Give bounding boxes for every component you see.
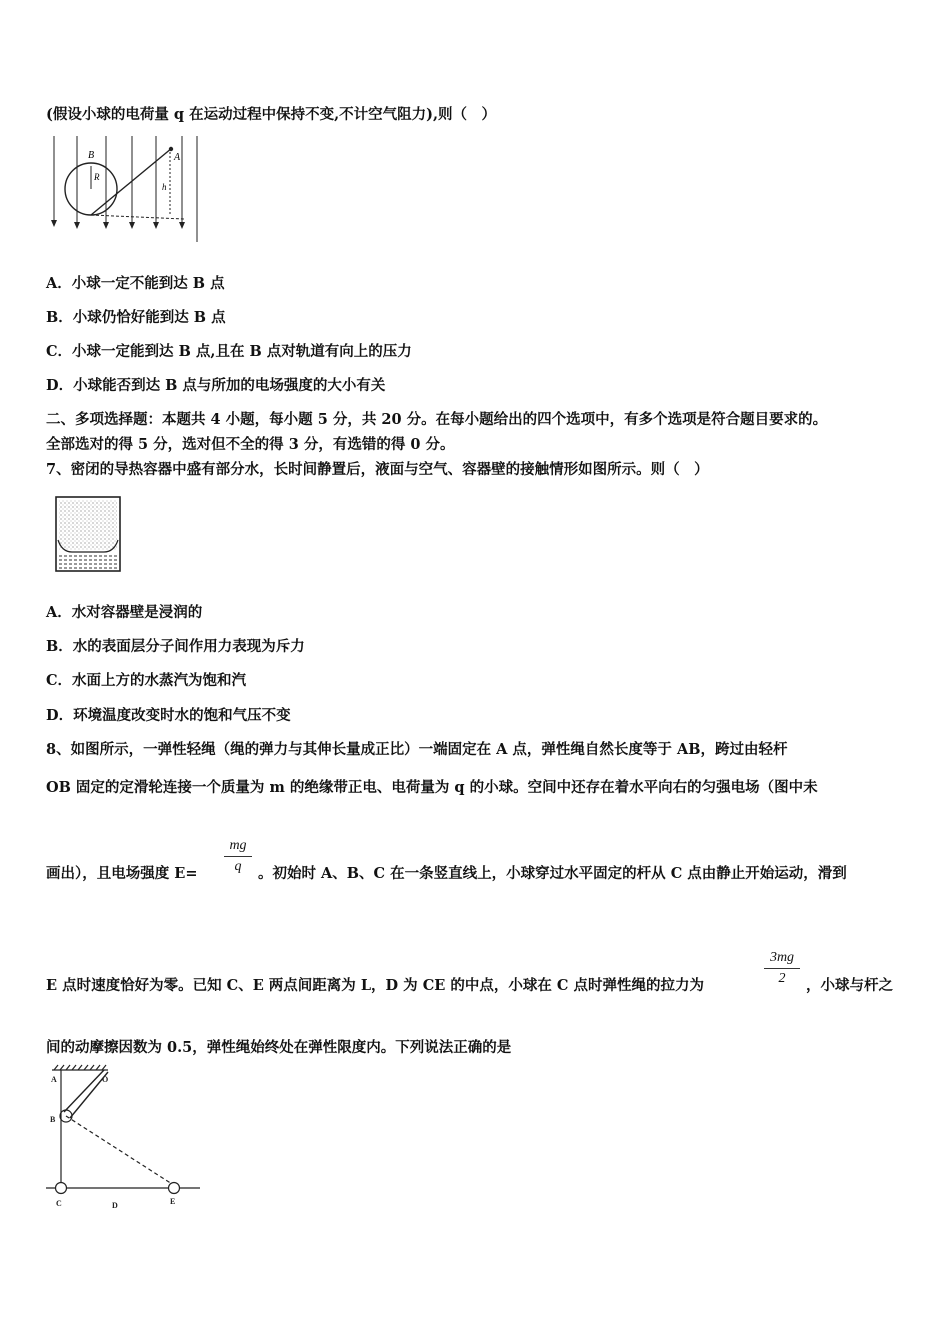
q6-fig-label-b: B [88,150,95,161]
q6-option-c: C．小球一定能到达 B 点,且在 B 点对轨道有向上的压力 [46,343,412,360]
q7-option-d: D．环境温度改变时水的饱和气压不变 [46,707,291,724]
q6-fig-label-r: R [94,172,100,182]
section2-line2: 全部选对的得 5 分，选对但不全的得 3 分，有选错的得 0 分。 [46,436,455,453]
q8-line3a: 画出），且电场强度 E= [46,865,198,882]
q7-option-a: A．水对容器壁是浸润的 [46,604,203,621]
q8-fig-label-c: C [56,1199,62,1208]
q6-fig-label-h: h [162,182,167,192]
q6-option-d: D．小球能否到达 B 点与所加的电场强度的大小有关 [46,377,386,394]
q8-fraction-tension-denominator: 2 [778,971,786,986]
q6-fig-label-a: A [174,152,181,163]
q8-line3b: 。初始时 A、B、C 在一条竖直线上，小球穿过水平固定的杆从 C 点由静止开始运动，滑到 [258,865,847,882]
q8-line1: 8、如图所示，一弹性轻绳（绳的弹力与其伸长量成正比）一端固定在 A 点，弹性绳自然长度等于 AB，跨过由轻杆 [46,741,788,758]
q8-line4a: E 点时速度恰好为零。已知 C、E 两点间距离为 L，D 为 CE 的中点，小球在 C 点时弹性绳的拉力为 [46,977,704,994]
q8-figure [44,1064,204,1214]
q7-option-c: C．水面上方的水蒸汽为饱和汽 [46,672,247,689]
q8-fraction-tension-numerator: 3mg [769,950,795,965]
q6-stem: (假设小球的电荷量 q 在运动过程中保持不变,不计空气阻力),则（ ） [46,106,497,123]
q7-option-b: B．水的表面层分子间作用力表现为斥力 [46,638,305,655]
section2-line1: 二、多项选择题：本题共 4 小题，每小题 5 分，共 20 分。在每小题给出的四个选项中，有多个选项是符合题目要求的。 [46,411,828,428]
q6-figure [50,134,202,246]
q8-fig-label-d: D [112,1201,118,1210]
q6-option-b: B．小球仍恰好能到达 B 点 [46,309,226,326]
q8-line2: OB 固定的定滑轮连接一个质量为 m 的绝缘带正电、电荷量为 q 的小球。空间中还存在着水平向右的匀强电场（图中未 [46,779,818,796]
q8-fig-label-a: A [51,1075,57,1084]
q8-fraction-e-denominator: q [234,859,242,874]
q8-fig-label-b: B [50,1115,56,1124]
q8-fraction-e [224,838,252,875]
q8-fraction-e-numerator: mg [229,838,247,853]
q6-option-a: A．小球一定不能到达 B 点 [46,275,225,292]
q8-fig-label-e: E [170,1197,176,1206]
q8-fraction-tension [764,950,800,987]
q8-fig-label-o: O [102,1075,109,1084]
q7-stem: 7、密闭的导热容器中盛有部分水，长时间静置后，液面与空气、容器壁的接触情形如图所示。则（ ） [46,461,709,478]
q7-figure [52,494,124,576]
q8-line4b: ，小球与杆之 [806,977,893,994]
q8-line5: 间的动摩擦因数为 0.5，弹性绳始终处在弹性限度内。下列说法正确的是 [46,1039,512,1056]
